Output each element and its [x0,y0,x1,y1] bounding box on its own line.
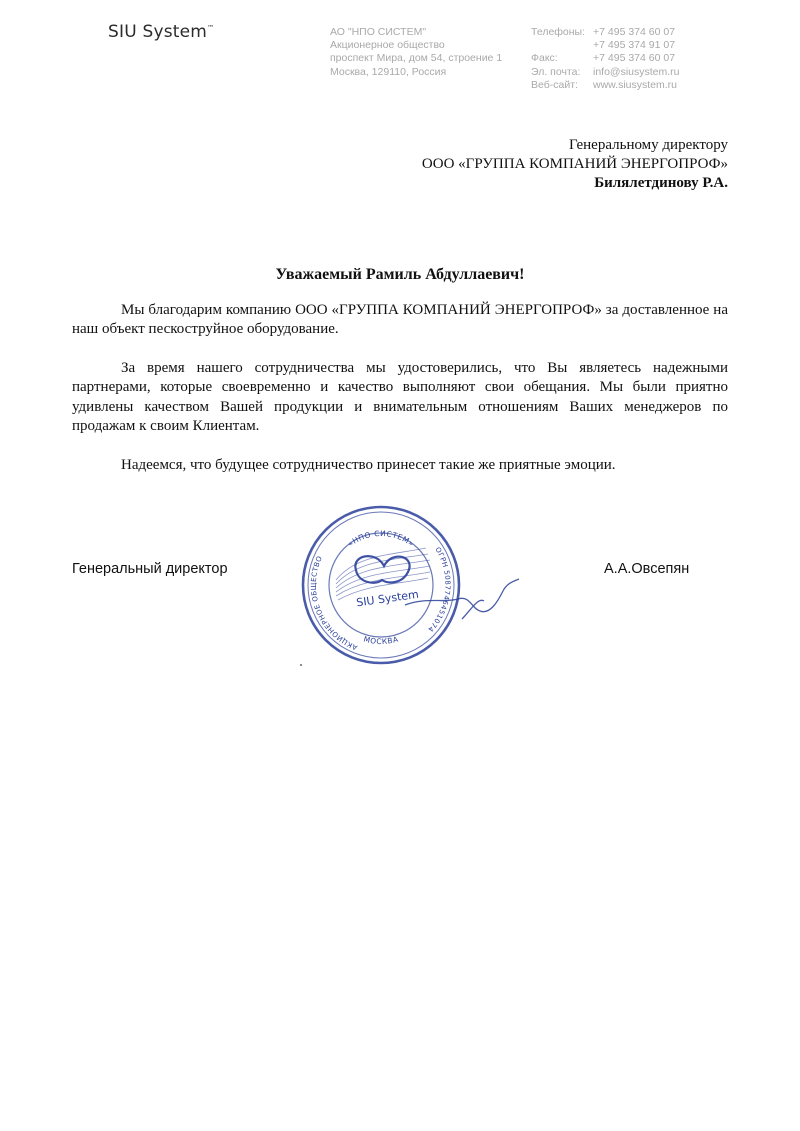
seal-bottom-text: МОСКВА [362,634,400,647]
contact-value: info@siusystem.ru [593,65,680,78]
addressee-company: ООО «ГРУППА КОМПАНИЙ ЭНЕРГОПРОФ» [421,156,728,172]
contact-label: Телефоны: [531,26,586,38]
paragraph: Мы благодарим компанию ООО «ГРУППА КОМПАНИЙ ЭНЕРГОПРОФ» за доставленное на наш объект пескоструйное оборудование. [72,302,728,338]
paragraph: Надеемся, что будущее сотрудничество принесет такие же приятные эмоции. [121,456,616,473]
contact-value: +7 495 374 91 07 [593,39,676,52]
company-logo [108,22,214,42]
paragraph: За время нашего сотрудничества мы удостоверились, что Вы являетесь надежными партнерами, которые своевременно и качество выполняют свои обещания. Мы были приятно удивлены качеством Вашей продукции и внимательным отношениям Ваших менеджеров по продажам к своим Клиентам. [72,360,728,434]
seal-ogrn-text: ОГРН 5087746451074 [425,545,452,634]
contact-label: Веб-сайт: [531,78,578,91]
contact-row [531,79,680,92]
contact-row [531,66,680,79]
seal-ring-text: АКЦИОНЕРНОЕ ОБЩЕСТВО [309,554,359,652]
contact-value: www.siusystem.ru [593,78,678,91]
seal-top-text: «НПО СИСТЕМ» [345,528,417,549]
letter-body [72,301,728,495]
contact-row [531,26,680,39]
contact-row [531,39,680,52]
company-line: АО "НПО СИСТЕМ" [330,26,427,38]
contact-label: Эл. почта: [531,65,581,78]
contact-label: Факс: [531,52,558,65]
contact-value: +7 495 374 60 07 [593,26,676,38]
salutation: Уважаемый Рамиль Абдуллаевич! [275,266,525,283]
company-line: Москва, 129110, Россия [330,65,447,78]
signer-title: Генеральный директор [72,561,228,577]
logo-trademark: ™ [207,24,215,32]
contact-value: +7 495 374 60 07 [593,52,676,65]
ink-dot [300,664,302,666]
contact-info [531,26,680,92]
svg-text:«НПО СИСТЕМ» [346,529,416,549]
logo-text: SIU System [108,22,208,42]
handwritten-signature [400,575,525,630]
contact-row [531,52,680,65]
company-line: проспект Мира, дом 54, строение 1 [330,52,503,65]
svg-text:АКЦИОНЕРНОЕ ОБЩЕСТВО [310,555,359,652]
contact-label [531,39,593,52]
signer-name: А.А.Овсепян [604,561,690,577]
svg-text:МОСКВА [363,634,400,646]
addressee-name: Билялетдинову Р.А. [594,175,728,191]
addressee-position: Генеральному директору [568,137,728,153]
seal-center-text: SIU System [355,587,420,610]
addressee-block [422,136,728,193]
company-info [330,26,502,79]
company-line: Акционерное общество [330,39,445,52]
